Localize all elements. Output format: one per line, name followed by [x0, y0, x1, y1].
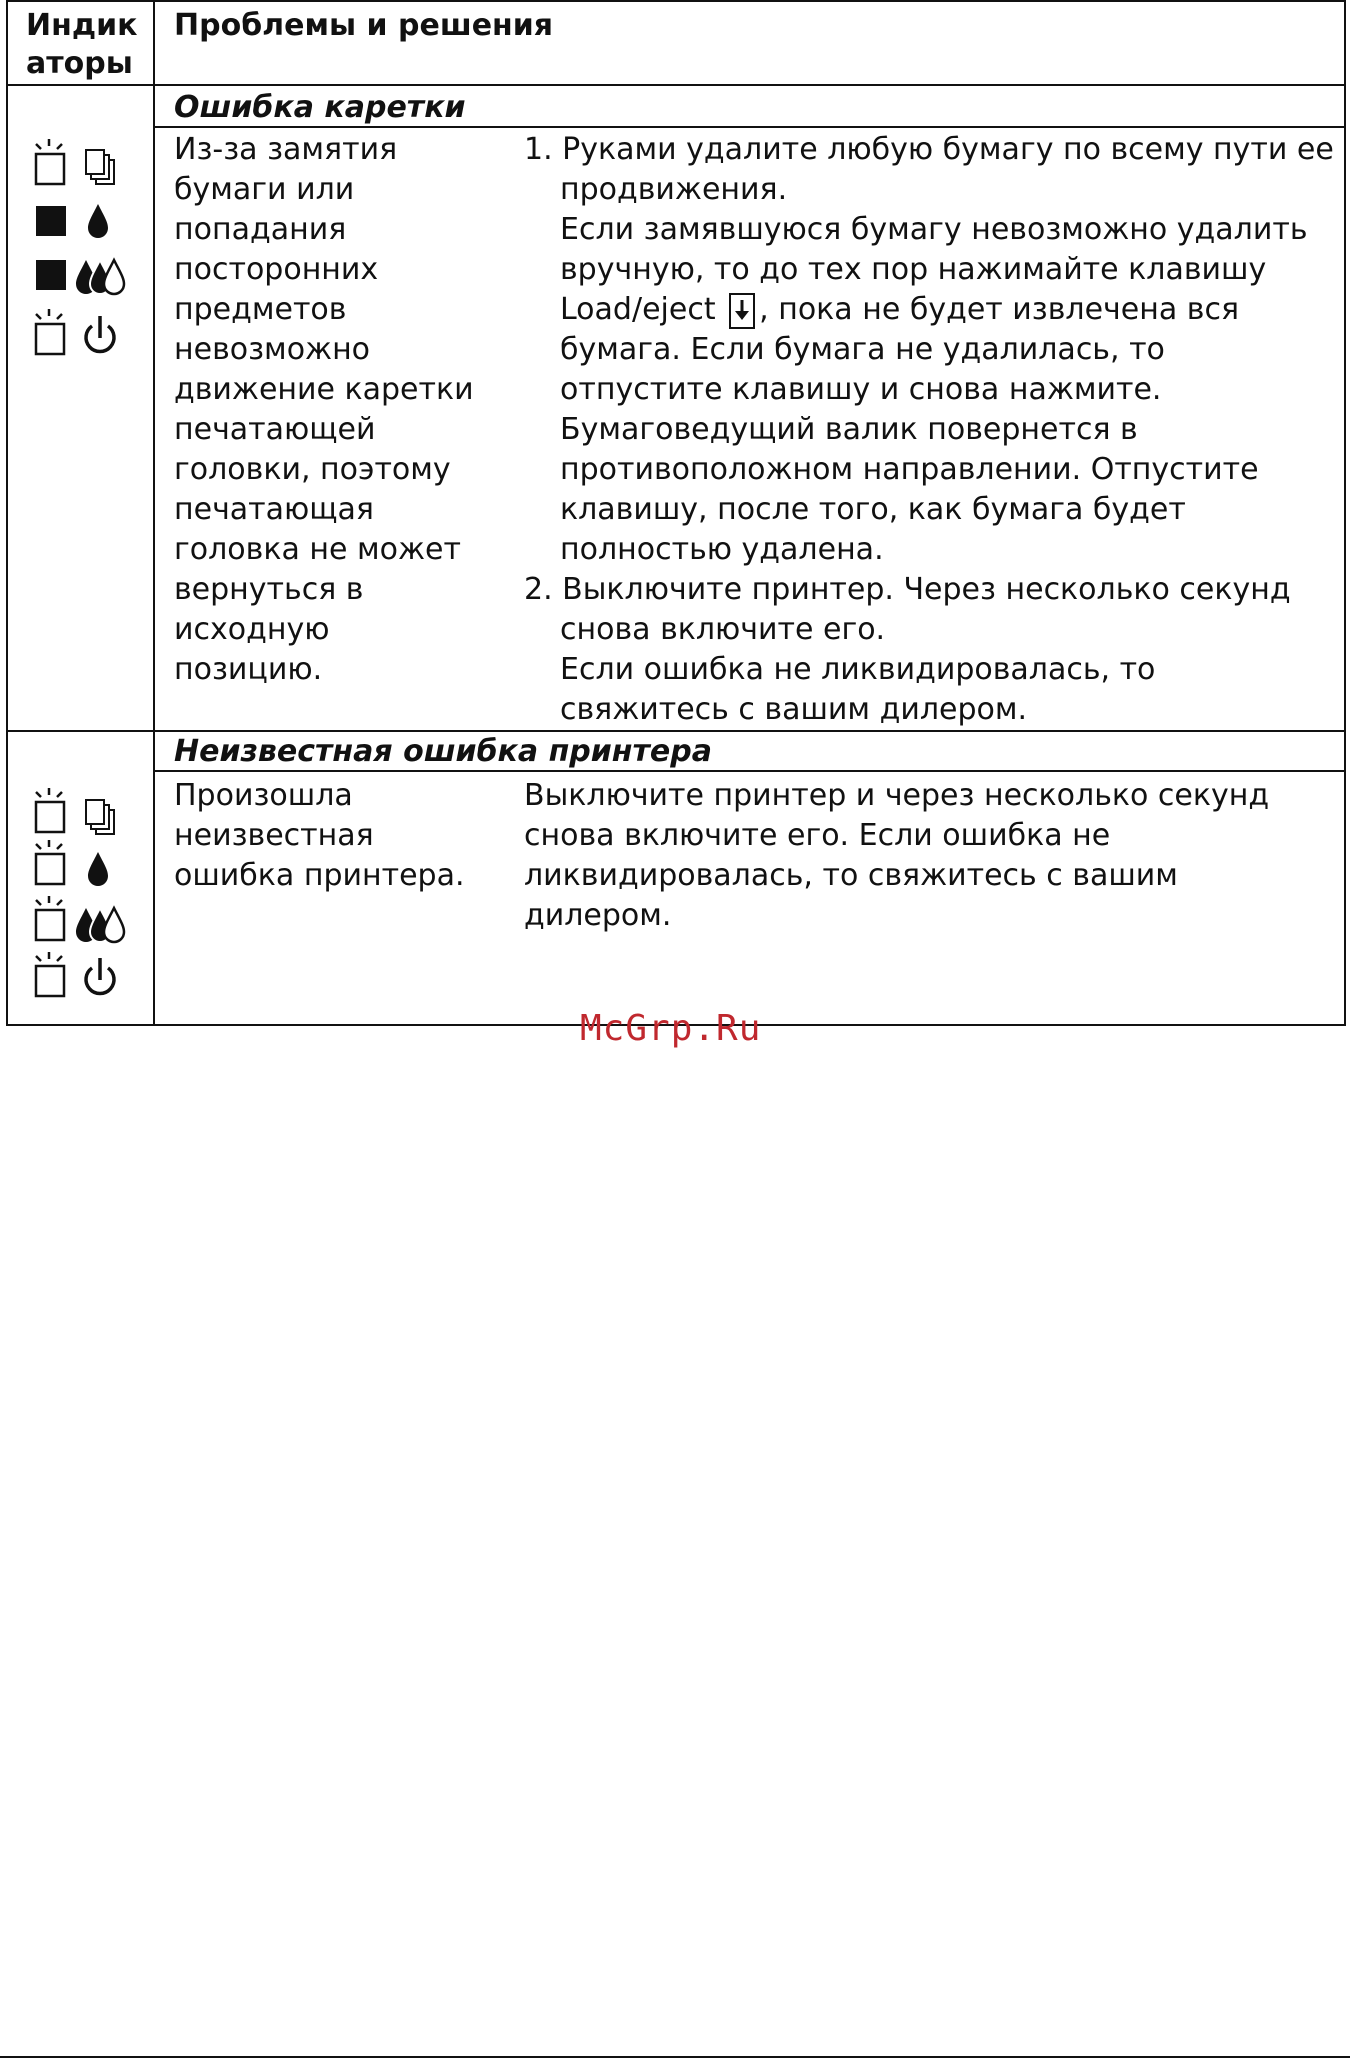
solution-line-load-eject — [524, 290, 1334, 330]
black-ink-drop-icon — [88, 852, 108, 886]
power-icon — [86, 316, 114, 351]
power-light-blinking-icon — [36, 309, 64, 354]
solution-line: отпустите клавишу и снова нажмите. — [560, 372, 1162, 407]
troubleshooting-table — [6, 0, 1346, 1026]
solution-line: Бумаговедущий валик повернется в — [560, 412, 1138, 447]
problem-line: печатающая — [174, 492, 374, 527]
section-title-carriage-error: Ошибка каретки — [174, 90, 466, 125]
solution-line: клавишу, после того, как бумага будет — [560, 492, 1186, 527]
problem-line: Из-за замятия — [174, 132, 398, 167]
solution-line: Если ошибка не ликвидировалась, то — [560, 652, 1156, 687]
problem-line: исходную — [174, 612, 330, 647]
ink-light-on-icon — [36, 206, 66, 236]
problem-line: попадания — [174, 212, 347, 247]
header-indicators-line2: аторы — [26, 46, 133, 81]
ink-light-blinking-icon — [36, 840, 64, 884]
section-title-unknown-printer-error: Неизвестная ошибка принтера — [174, 734, 712, 769]
solution-line: вручную, то до тех пор нажимайте клавишу — [560, 252, 1267, 287]
header-divider — [8, 84, 1344, 86]
header-indicators-line1: Индик — [26, 8, 138, 43]
black-ink-drop-icon — [88, 204, 108, 238]
solution-line: дилером. — [524, 898, 672, 933]
problem-line: вернуться в — [174, 572, 364, 607]
problem-line: движение каретки — [174, 372, 474, 407]
solution-line: снова включите его. Если ошибка не — [524, 818, 1111, 853]
solution-step-2: 2. Выключите принтер. Через несколько секунд — [524, 572, 1291, 607]
paper-light-blinking-icon — [36, 139, 64, 184]
watermark: McGrp.Ru — [580, 1008, 762, 1049]
problem-line: бумаги или — [174, 172, 355, 207]
column-divider — [153, 2, 155, 1024]
load-eject-button-icon — [729, 293, 755, 329]
power-light-blinking-icon — [36, 952, 64, 996]
solution-line: , пока не будет извлечена вся — [759, 292, 1239, 327]
color-ink-drops-icon — [76, 260, 124, 294]
indicator-lights-icon — [32, 134, 132, 374]
problem-line: ошибка принтера. — [174, 858, 465, 893]
problem-line: головка не может — [174, 532, 461, 567]
problem-line: Произошла — [174, 778, 353, 813]
problem-line: головки, поэтому — [174, 452, 451, 487]
solution-line: противоположном направлении. Отпустите — [560, 452, 1259, 487]
solution-line: Если замявшуюся бумагу невозможно удалить — [560, 212, 1308, 247]
solution-text-unknown-error — [524, 776, 1269, 936]
solution-text-carriage-error — [524, 130, 1334, 730]
problem-text-unknown-error — [174, 776, 465, 896]
paper-icon — [86, 800, 114, 834]
solution-line: ликвидировалась, то свяжитесь с вашим — [524, 858, 1178, 893]
paper-icon — [86, 150, 114, 184]
color-ink-drops-icon — [76, 908, 124, 942]
problem-line: невозможно — [174, 332, 371, 367]
solution-line: продвижения. — [560, 172, 788, 207]
solution-line: полностью удалена. — [560, 532, 884, 567]
solution-step-1: 1. Руками удалите любую бумагу по всему пути ее — [524, 132, 1334, 167]
solution-line: снова включите его. — [560, 612, 886, 647]
indicator-lights-blinking-icon — [32, 786, 132, 1016]
problem-line: печатающей — [174, 412, 376, 447]
load-eject-key-name: Load/eject — [560, 292, 716, 327]
solution-line: Выключите принтер и через несколько секунд — [524, 778, 1270, 813]
problem-line: неизвестная — [174, 818, 374, 853]
problem-line: предметов — [174, 292, 347, 327]
problem-text-carriage-error — [174, 130, 474, 690]
solution-line: свяжитесь с вашим дилером. — [560, 692, 1028, 727]
paper-light-blinking-icon — [36, 788, 64, 832]
header-problems-solutions: Проблемы и решения — [174, 8, 554, 43]
page-bottom-rule — [0, 2056, 1350, 2058]
problem-line: позицию. — [174, 652, 323, 687]
color-ink-light-blinking-icon — [36, 896, 64, 940]
problem-line: посторонних — [174, 252, 379, 287]
color-ink-light-on-icon — [36, 260, 66, 290]
solution-line: бумага. Если бумага не удалилась, то — [560, 332, 1165, 367]
power-icon — [86, 958, 114, 993]
